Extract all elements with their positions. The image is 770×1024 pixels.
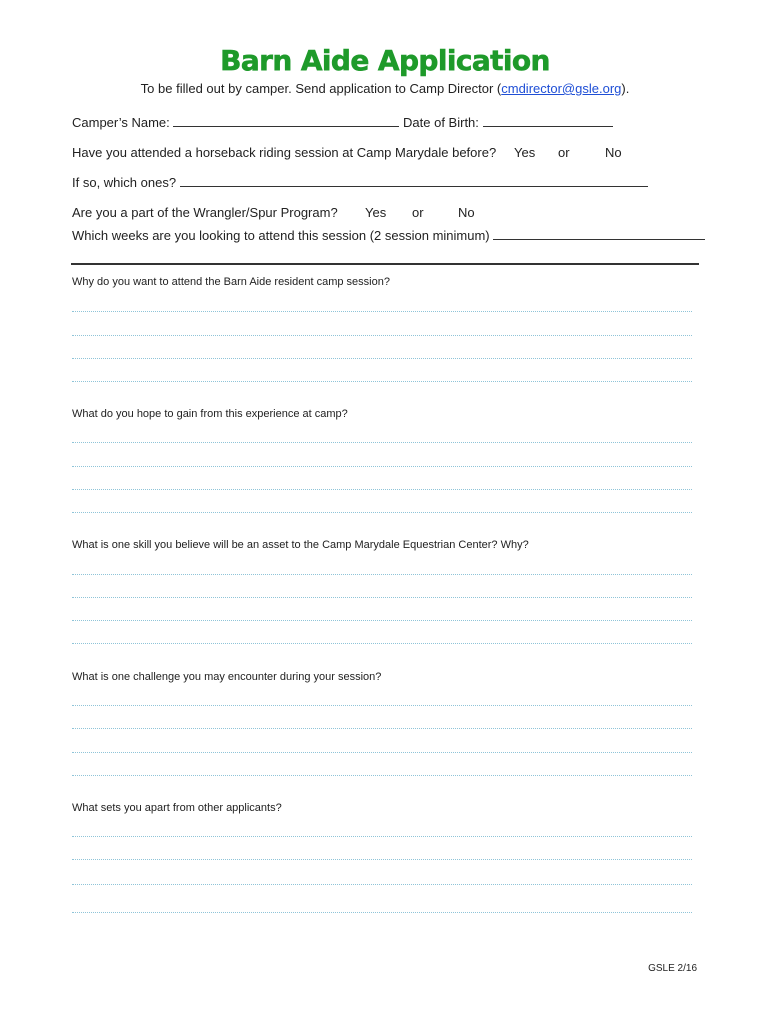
wrangler-no-option[interactable]: No [458, 205, 475, 220]
question-label: What is one skill you believe will be an asset to the Camp Marydale Equestrian Center? Why? [72, 539, 529, 551]
which-ones-label: If so, which ones? [72, 175, 177, 190]
answer-line[interactable] [72, 884, 692, 885]
instructions-text: To be filled out by camper. Send application to Camp Director ( [140, 81, 502, 96]
answer-line[interactable] [72, 335, 692, 336]
answer-line[interactable] [72, 442, 692, 443]
wrangler-question: Are you a part of the Wrangler/Spur Program? [72, 205, 338, 220]
camper-name-label: Camper’s Name: [72, 115, 170, 130]
question-label: What sets you apart from other applicants? [72, 802, 282, 814]
question-label: What do you hope to gain from this experience at camp? [72, 408, 348, 420]
instructions-text-end: ). [621, 81, 630, 96]
which-ones-row [72, 175, 648, 190]
section-divider [71, 263, 699, 265]
answer-line[interactable] [72, 311, 692, 312]
answer-line[interactable] [72, 912, 692, 913]
question-label: Why do you want to attend the Barn Aide resident camp session? [72, 276, 390, 288]
answer-line[interactable] [72, 381, 692, 382]
camper-name-field[interactable] [173, 116, 399, 127]
weeks-field[interactable] [493, 229, 705, 240]
answer-line[interactable] [72, 358, 692, 359]
answer-line[interactable] [72, 512, 692, 513]
answer-line[interactable] [72, 466, 692, 467]
dob-label: Date of Birth: [403, 115, 479, 130]
wrangler-or-text: or [412, 205, 424, 220]
attended-question: Have you attended a horseback riding session at Camp Marydale before? [72, 145, 497, 160]
which-ones-field[interactable] [180, 176, 648, 187]
answer-line[interactable] [72, 859, 692, 860]
form-instructions [0, 81, 770, 96]
director-email-link[interactable]: cmdirector@gsle.org [501, 81, 622, 96]
dob-field[interactable] [483, 116, 613, 127]
wrangler-yes-option[interactable]: Yes [365, 205, 387, 220]
weeks-row [72, 228, 705, 243]
answer-line[interactable] [72, 620, 692, 621]
answer-line[interactable] [72, 643, 692, 644]
answer-line[interactable] [72, 775, 692, 776]
weeks-question: Which weeks are you looking to attend this session (2 session minimum) [72, 228, 490, 243]
answer-line[interactable] [72, 574, 692, 575]
answer-line[interactable] [72, 728, 692, 729]
answer-line[interactable] [72, 752, 692, 753]
form-title: Barn Aide Application [220, 44, 550, 77]
answer-line[interactable] [72, 705, 692, 706]
camper-info-row [72, 115, 613, 130]
answer-line[interactable] [72, 836, 692, 837]
attended-no-option[interactable]: No [605, 145, 622, 160]
question-label: What is one challenge you may encounter during your session? [72, 671, 382, 683]
answer-line[interactable] [72, 489, 692, 490]
attended-or-text: or [558, 145, 570, 160]
form-version-footer: GSLE 2/16 [648, 963, 697, 974]
answer-line[interactable] [72, 597, 692, 598]
attended-yes-option[interactable]: Yes [514, 145, 536, 160]
